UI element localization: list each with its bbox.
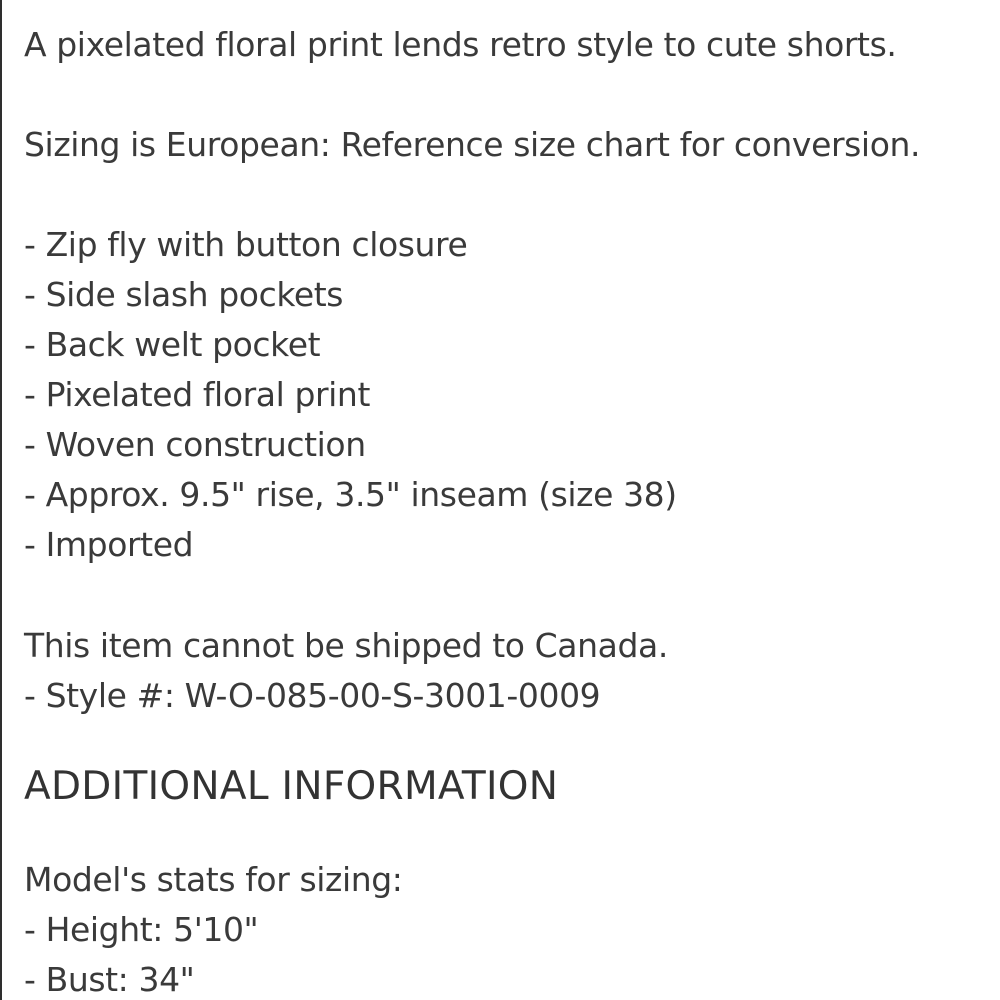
feature-item: - Side slash pockets — [24, 275, 344, 314]
shipping-note: This item cannot be shipped to Canada. — [24, 626, 668, 665]
model-stats-label: Model's stats for sizing: — [24, 860, 403, 899]
feature-item: - Pixelated floral print — [24, 375, 370, 414]
left-border-line — [0, 0, 2, 1000]
feature-item: - Zip fly with button closure — [24, 225, 468, 264]
feature-item: - Back welt pocket — [24, 325, 321, 364]
sizing-note: Sizing is European: Reference size chart for conversion. — [24, 125, 921, 164]
model-stat-item: - Height: 5'10" — [24, 910, 259, 949]
intro-text: A pixelated floral print lends retro style to cute shorts. — [24, 25, 897, 64]
feature-item: - Woven construction — [24, 425, 366, 464]
additional-information-heading: ADDITIONAL INFORMATION — [24, 764, 559, 809]
style-number: - Style #: W-O-085-00-S-3001-0009 — [24, 676, 601, 715]
model-stat-item: - Bust: 34" — [24, 960, 195, 999]
feature-item: - Imported — [24, 525, 194, 564]
feature-item: - Approx. 9.5" rise, 3.5" inseam (size 38) — [24, 475, 677, 514]
